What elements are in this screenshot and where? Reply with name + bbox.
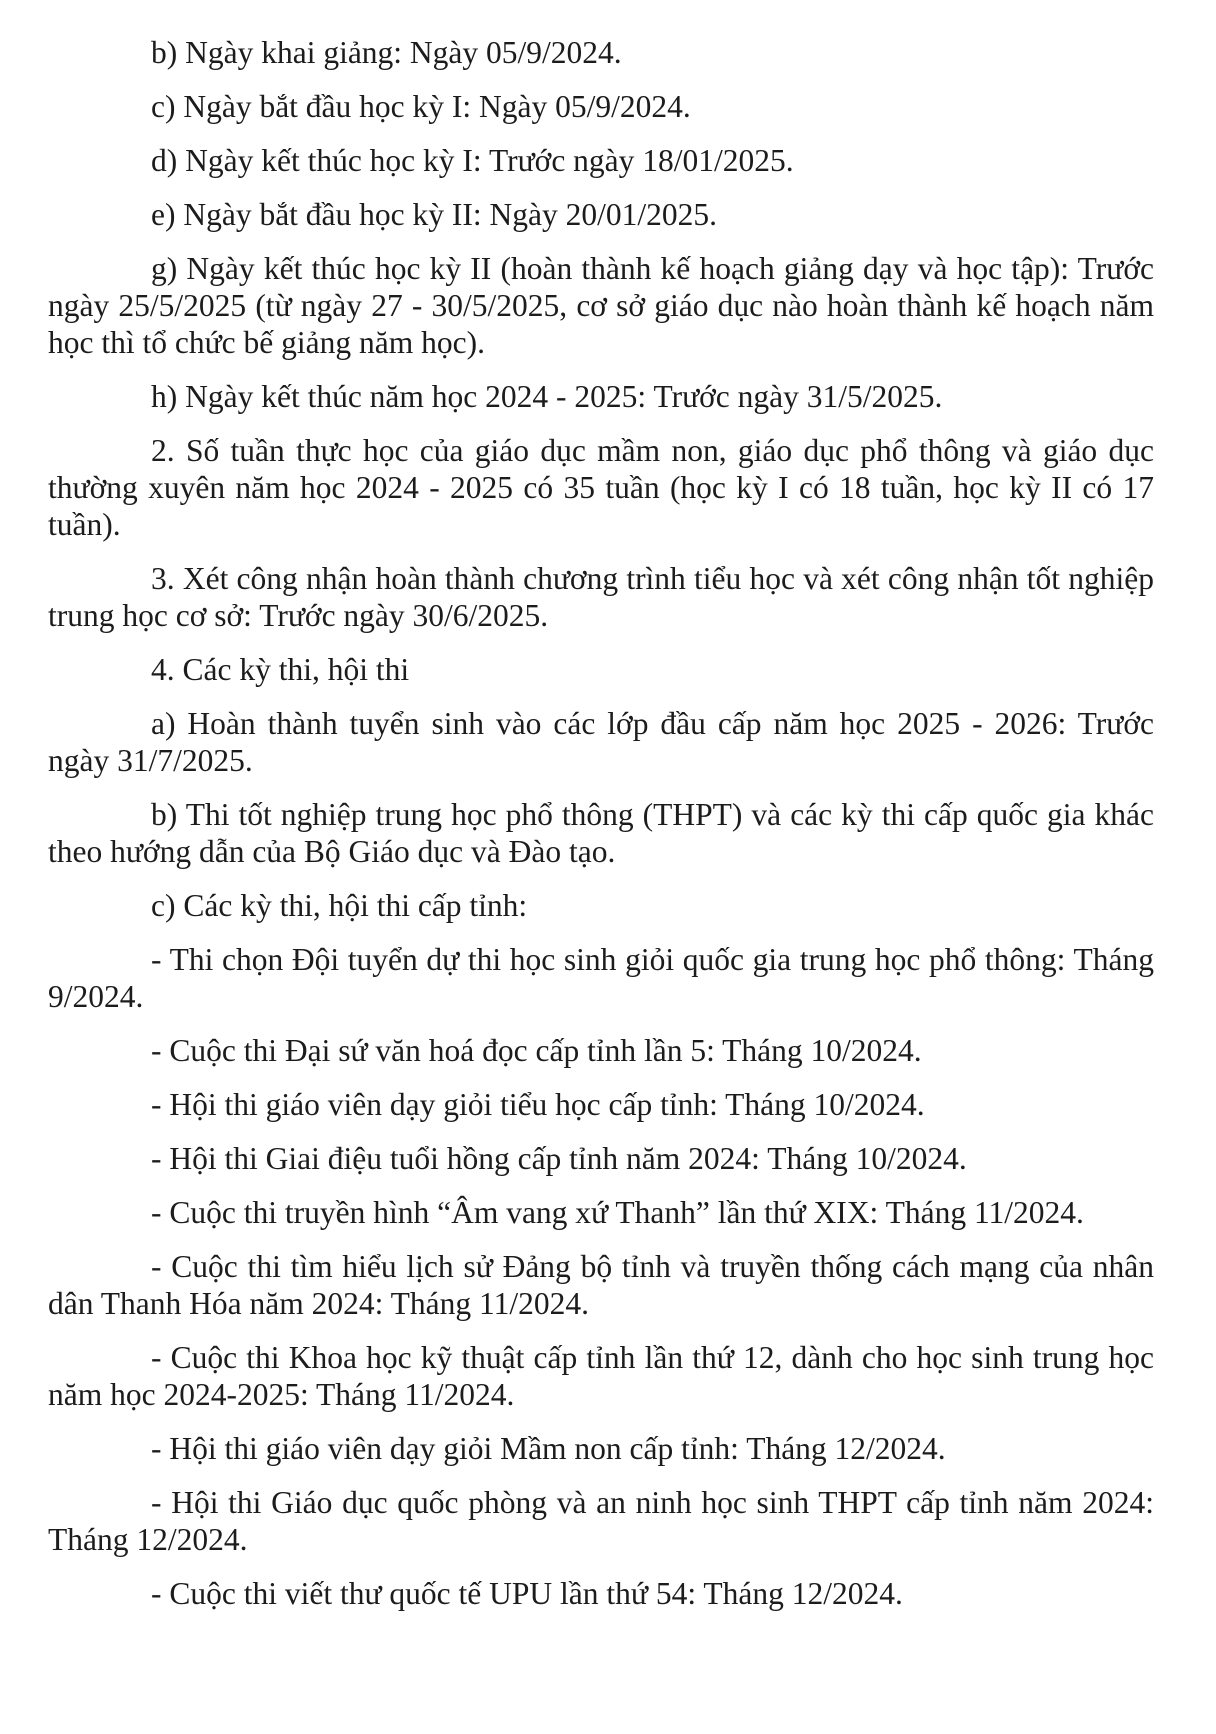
item-semester-1-end: d) Ngày kết thúc học kỳ I: Trước ngày 18/01/2025.: [151, 143, 794, 178]
item-semester-1-start: c) Ngày bắt đầu học kỳ I: Ngày 05/9/2024.: [151, 89, 691, 124]
list-item-tv-contest: - Cuộc thi truyền hình “Âm vang xứ Thanh” lần thứ XIX: Tháng 11/2024.: [151, 1195, 1084, 1230]
list-item-defense-education: - Hội thi Giáo dục quốc phòng và an ninh học sinh THPT cấp tỉnh năm 2024: Tháng 12/2024.: [48, 1485, 1154, 1557]
list-item-reading-ambassador: - Cuộc thi Đại sứ văn hoá đọc cấp tỉnh lần 5: Tháng 10/2024.: [151, 1033, 922, 1068]
item-semester-2-end: g) Ngày kết thúc học kỳ II (hoàn thành kế hoạch giảng dạy và học tập): Trước ngày 25/5/2025 (từ ngày 27 - 30/5/2025, cơ sở giáo dục nào hoàn thành kế hoạch năm học thì tổ chức bế giảng năm học).: [48, 251, 1154, 360]
list-item-party-history: - Cuộc thi tìm hiểu lịch sử Đảng bộ tỉnh và truyền thống cách mạng của nhân dân Thanh Hóa năm 2024: Tháng 11/2024.: [48, 1249, 1154, 1321]
list-item-upu-letter: - Cuộc thi viết thư quốc tế UPU lần thứ 54: Tháng 12/2024.: [151, 1576, 903, 1611]
item-national-exams: b) Thi tốt nghiệp trung học phổ thông (THPT) và các kỳ thi cấp quốc gia khác theo hướng dẫn của Bộ Giáo dục và Đào tạo.: [48, 797, 1154, 869]
item-enrollment: a) Hoàn thành tuyển sinh vào các lớp đầu cấp năm học 2025 - 2026: Trước ngày 31/7/2025.: [48, 706, 1154, 778]
item-school-year-end: h) Ngày kết thúc năm học 2024 - 2025: Trước ngày 31/5/2025.: [151, 379, 943, 414]
list-item-national-team-selection: - Thi chọn Đội tuyển dự thi học sinh giỏi quốc gia trung học phổ thông: Tháng 9/2024.: [48, 942, 1154, 1014]
list-item-science-fair: - Cuộc thi Khoa học kỹ thuật cấp tỉnh lần thứ 12, dành cho học sinh trung học năm học 2024-2025: Tháng 11/2024.: [48, 1340, 1154, 1412]
list-item-primary-teacher-contest: - Hội thi giáo viên dạy giỏi tiểu học cấp tỉnh: Tháng 10/2024.: [151, 1087, 925, 1122]
list-item-preschool-teacher-contest: - Hội thi giáo viên dạy giỏi Mầm non cấp tỉnh: Tháng 12/2024.: [151, 1431, 946, 1466]
section-4-heading: 4. Các kỳ thi, hội thi: [151, 652, 410, 687]
section-2-weeks: 2. Số tuần thực học của giáo dục mầm non, giáo dục phổ thông và giáo dục thường xuyên năm học 2024 - 2025 có 35 tuần (học kỳ I có 18 tuần, học kỳ II có 17 tuần).: [48, 433, 1154, 542]
section-3-recognition: 3. Xét công nhận hoàn thành chương trình tiểu học và xét công nhận tốt nghiệp trung học cơ sở: Trước ngày 30/6/2025.: [48, 561, 1154, 633]
item-opening-day: b) Ngày khai giảng: Ngày 05/9/2024.: [151, 35, 622, 70]
item-semester-2-start: e) Ngày bắt đầu học kỳ II: Ngày 20/01/2025.: [151, 197, 717, 232]
item-provincial-exams-heading: c) Các kỳ thi, hội thi cấp tỉnh:: [151, 888, 528, 923]
list-item-pink-melody: - Hội thi Giai điệu tuổi hồng cấp tỉnh năm 2024: Tháng 10/2024.: [151, 1141, 967, 1176]
